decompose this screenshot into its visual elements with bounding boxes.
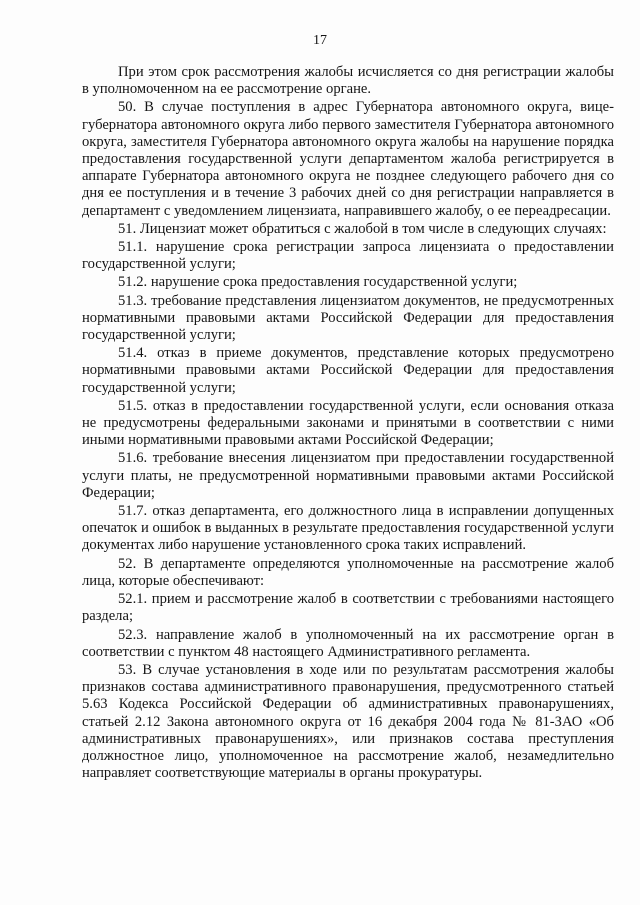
paragraph-51-2: 51.2. нарушение срока предоставления государственной услуги; [118, 274, 518, 291]
paragraph-51-5: 51.5. отказ в предоставлении государственной услуги, если основания отказа не предусмотрены федеральными законами и принятыми в соответствии с ними иными нормативными правовыми актами Российской Федерации; [82, 397, 614, 449]
paragraph-51-4: 51.4. отказ в приеме документов, представление которых предусмотрено нормативными правовыми актами Российской Федерации для предоставления государственной услуги; [82, 345, 614, 396]
page-number: 17 [313, 33, 327, 48]
document-body [82, 64, 614, 783]
paragraph-51-1: 51.1. нарушение срока регистрации запроса лицензиата о предоставлении государственной услуги; [82, 239, 614, 273]
paragraph-51: 51. Лицензиат может обратиться с жалобой в том числе в следующих случаях: [118, 220, 607, 237]
paragraph-51-7: 51.7. отказ департамента, его должностного лица в исправлении допущенных опечаток и ошибок в выданных в результате предоставления государственной услуги документах либо нарушение установленного срока таких исправлений. [82, 503, 614, 554]
paragraph-52-3: 52.3. направление жалоб в уполномоченный на их рассмотрение орган в соответствии с пунктом 48 настоящего Административного регламента. [82, 626, 614, 660]
paragraph-51-6: 51.6. требование внесения лицензиатом при предоставлении государственной услуги платы, не предусмотренной нормативными правовыми актами Российской Федерации; [82, 450, 614, 501]
paragraph-52-1: 52.1. прием и рассмотрение жалоб в соответствии с требованиями настоящего раздела; [82, 591, 614, 625]
paragraph-51-3: 51.3. требование представления лицензиатом документов, не предусмотренных нормативными правовыми актами Российской Федерации для предоставления государственной услуги; [82, 292, 614, 344]
paragraph-50: 50. В случае поступления в адрес Губернатора автономного округа, вице-губернатора автономного округа либо первого заместителя Губернатора автономного округа, заместителя Губернатора автономного округа жалобы на нарушение порядка предоставления государственной услуги департаментом жалоба регистрируется в аппарате Губернатора автономного округа не позднее следующего рабочего дня со дня ее поступления и в течение 3 рабочих дней со дня регистрации направляется в департамент с уведомлением лицензиата, направившего жалобу, о ее переадресации. [82, 99, 614, 219]
paragraph-53: 53. В случае установления в ходе или по результатам рассмотрения жалобы признаков состава административного правонарушения, предусмотренного статьей 5.63 Кодекса Российской Федерации об административных правонарушениях, статьей 2.12 Закона автономного округа от 16 декабря 2004 года № 81-ЗАО «Об административных правонарушениях», или признаков состава преступления должностное лицо, уполномоченное на рассмотрение жалоб, незамедлительно направляет соответствующие материалы в органы прокуратуры. [82, 661, 614, 782]
paragraph-52: 52. В департаменте определяются уполномоченные на рассмотрение жалоб лица, которые обеспечивают: [82, 555, 614, 589]
paragraph-review-period: При этом срок рассмотрения жалобы исчисляется со дня регистрации жалобы в уполномоченном на ее рассмотрение органе. [82, 64, 614, 98]
